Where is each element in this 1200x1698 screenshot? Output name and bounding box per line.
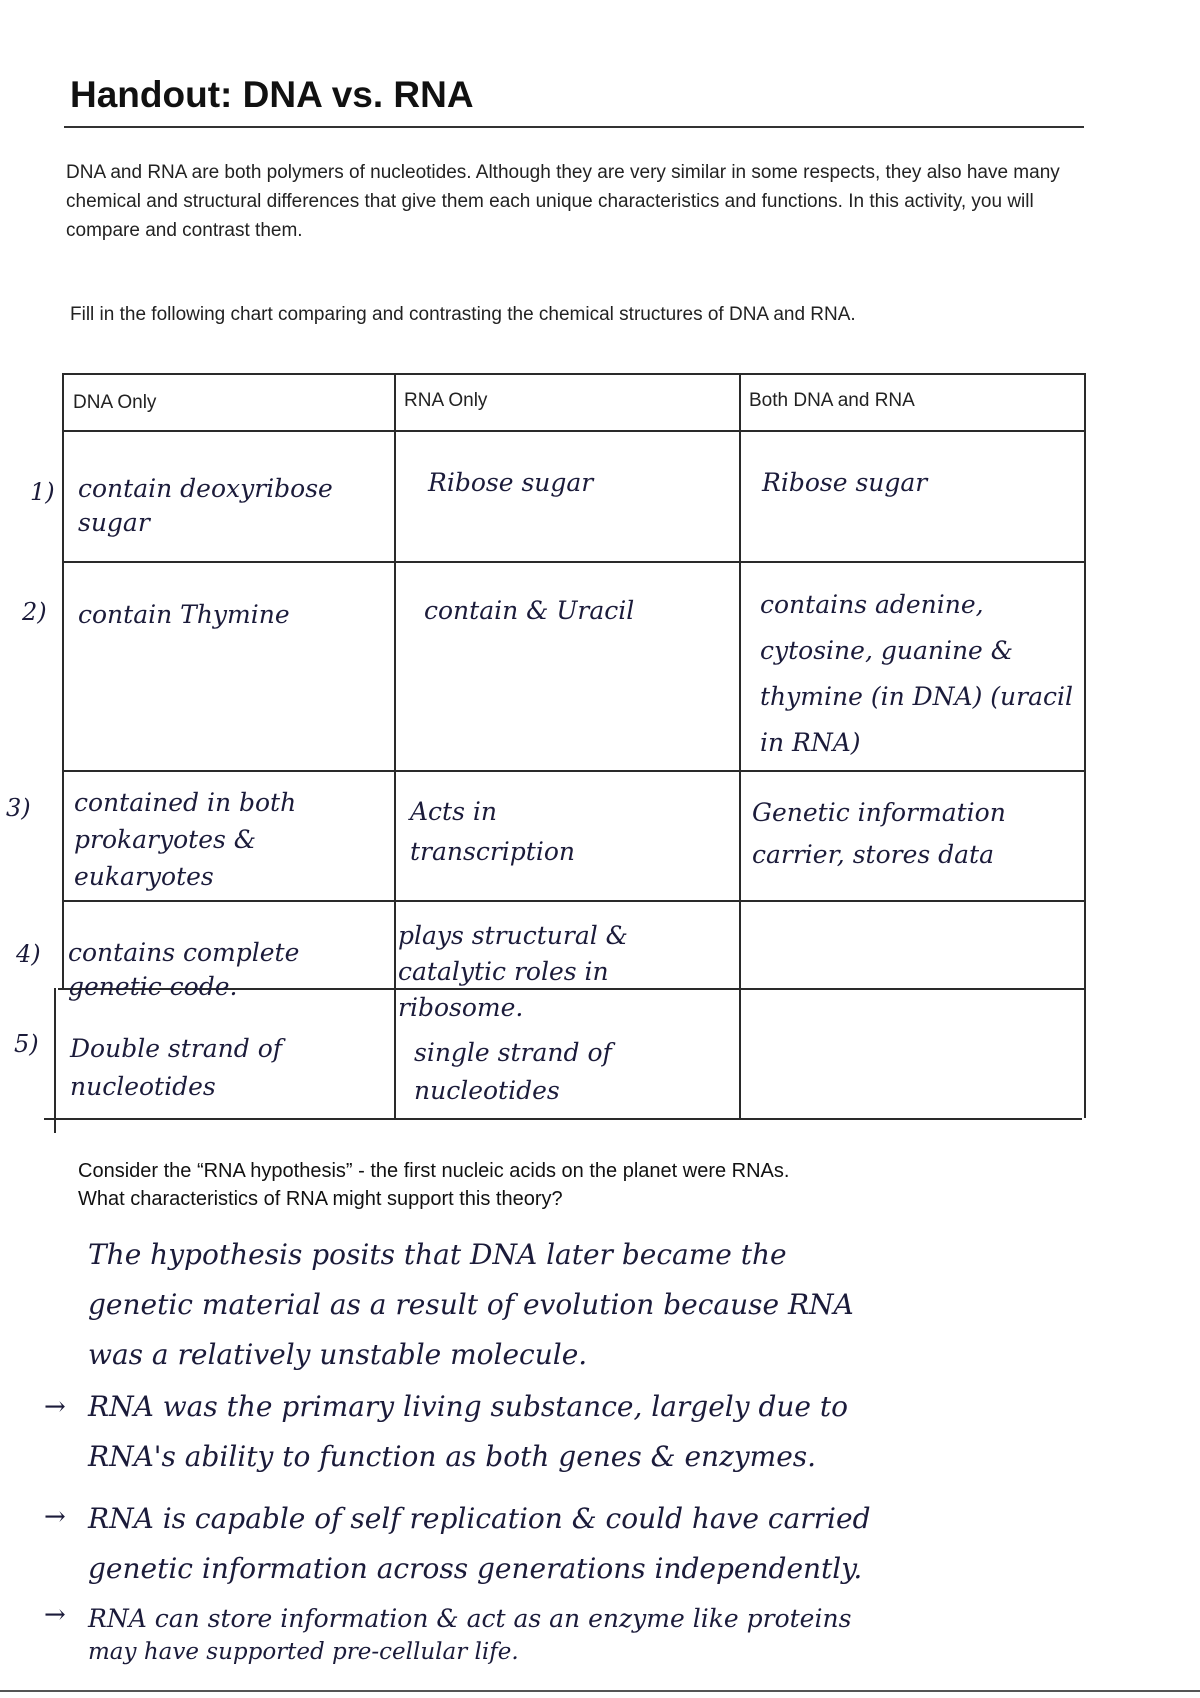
cell-dna: contained in both prokaryotes & eukaryotes <box>74 788 297 891</box>
answer-line: RNA's ability to function as both genes & enzymes. <box>88 1440 817 1473</box>
row-number: 1) <box>30 478 55 506</box>
table-border-bottom <box>44 1118 1082 1120</box>
answer-line: The hypothesis posits that DNA later became the <box>88 1238 787 1271</box>
question-line: Consider the “RNA hypothesis” - the first nucleic acids on the planet were RNAs. <box>78 1160 790 1182</box>
cell-dna: contain deoxyribose sugar <box>78 474 333 537</box>
header-rna-only: RNA Only <box>404 390 488 411</box>
row-number: 2) <box>22 598 47 626</box>
table-column-divider <box>739 373 741 1118</box>
title-divider <box>64 126 1084 128</box>
table-header-divider <box>62 430 1086 432</box>
cell-both: Ribose sugar <box>762 468 928 497</box>
table-row-divider <box>62 561 1086 563</box>
cell-both: contains adenine, cytosine, guanine & thymine (in DNA) (uracil in RNA) <box>760 590 1073 757</box>
cell-rna: plays structural & catalytic roles in ribosome. <box>398 921 628 1022</box>
table-border-left-lower <box>54 988 56 1133</box>
cell-rna: contain & Uracil <box>424 596 635 625</box>
table-row-divider <box>62 900 1086 902</box>
answer-line: RNA can store information & act as an enzyme like proteins <box>88 1604 852 1633</box>
answer-line: RNA is capable of self replication & could have carried <box>88 1502 871 1535</box>
question-line: What characteristics of RNA might support this theory? <box>78 1188 563 1210</box>
answer-line: genetic information across generations independently. <box>88 1552 863 1585</box>
row-number: 4) <box>16 940 41 968</box>
cell-both: Genetic information carrier, stores data <box>752 798 1006 869</box>
table-row-divider <box>62 770 1086 772</box>
row-number: 5) <box>14 1030 39 1058</box>
cell-rna: Acts in transcription <box>410 797 575 866</box>
cell-dna: Double strand of nucleotides <box>70 1034 283 1101</box>
table-border-top <box>62 373 1086 375</box>
rna-hypothesis-question <box>78 1157 789 1213</box>
arrow-icon: → <box>44 1502 66 1532</box>
page-title: Handout: DNA vs. RNA <box>70 74 474 115</box>
table-column-divider <box>394 373 396 1118</box>
table-border-left <box>62 373 64 988</box>
answer-line: was a relatively unstable molecule. <box>88 1338 588 1371</box>
cell-rna: Ribose sugar <box>428 468 594 497</box>
header-dna-only: DNA Only <box>73 392 157 413</box>
row-number: 3) <box>6 794 31 822</box>
arrow-icon: → <box>44 1392 66 1422</box>
arrow-icon: → <box>44 1600 66 1630</box>
answer-line: may have supported pre-cellular life. <box>88 1639 519 1665</box>
cell-dna: contains complete genetic code. <box>68 938 300 1001</box>
page-bottom-edge <box>0 1690 1200 1692</box>
answer-line: genetic material as a result of evolution because RNA <box>88 1288 854 1321</box>
header-both: Both DNA and RNA <box>749 390 915 411</box>
chart-instruction: Fill in the following chart comparing and contrasting the chemical structures of DNA and RNA. <box>70 304 856 325</box>
table-border-right <box>1084 373 1086 1118</box>
intro-paragraph: DNA and RNA are both polymers of nucleotides. Although they are very similar in some respects, they also have many chemical and structural differences that give them each unique characteristics and functions. In this activity, you will compare and contrast them. <box>66 162 1060 241</box>
cell-dna: contain Thymine <box>78 600 290 629</box>
cell-rna: single strand of nucleotides <box>414 1038 612 1105</box>
answer-line: RNA was the primary living substance, largely due to <box>88 1390 849 1423</box>
